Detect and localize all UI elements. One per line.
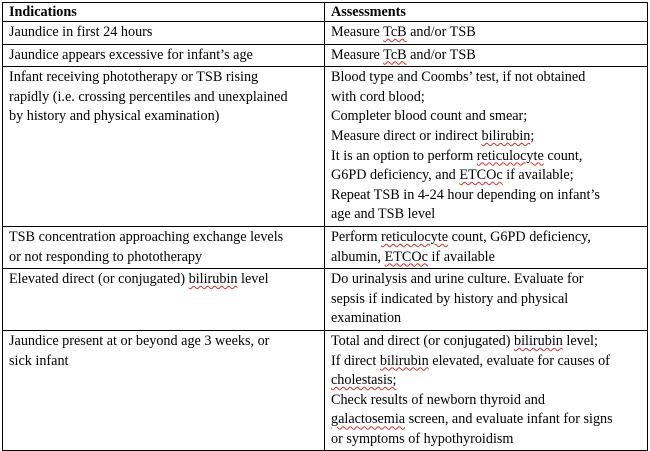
assessment-line <box>331 290 642 310</box>
document-table-container <box>2 2 647 451</box>
text-segment: Measure direct or indirect <box>331 127 482 144</box>
assessment-cell <box>325 330 648 451</box>
indication-cell <box>3 226 325 268</box>
text-segment: Do urinalysis and urine culture. Evaluate for <box>331 271 584 288</box>
assessment-line <box>331 352 642 372</box>
text-segment: examination <box>331 310 402 327</box>
assessment-line <box>331 186 642 206</box>
text-segment: ; <box>530 127 535 144</box>
text-segment: or symptoms of hypothyroidism <box>331 430 514 447</box>
spellcheck-flagged-word: ETCOc <box>384 248 428 265</box>
spellcheck-flagged-word: reticulocyte <box>476 147 544 164</box>
spellcheck-flagged-word: ETCOc <box>459 167 503 184</box>
assessment-line <box>331 430 642 450</box>
indication-line: Jaundice present at or beyond age 3 weeks, or <box>9 332 270 349</box>
table-row <box>3 22 648 45</box>
assessment-line <box>331 371 642 391</box>
spellcheck-flagged-word: bilirubin <box>513 332 563 349</box>
assessments-header: Assessments <box>325 3 648 22</box>
assessment-line <box>331 228 642 248</box>
assessment-line <box>331 205 642 225</box>
assessment-line <box>331 88 642 108</box>
assessment-line <box>331 166 642 186</box>
text-segment: level <box>237 271 269 288</box>
text-segment: if available <box>427 248 495 265</box>
assessment-cell <box>325 226 648 268</box>
spellcheck-flagged-word: bilirubin <box>481 127 531 144</box>
text-segment: Completer blood count and smear; <box>331 108 528 125</box>
text-segment: and/or TSB <box>406 24 476 40</box>
assessment-line <box>331 391 642 411</box>
text-segment: Check results of newborn thyroid and <box>331 391 545 408</box>
text-segment: Repeat TSB in 4-24 hour depending on infant’s <box>331 186 600 203</box>
indication-line: TSB concentration approaching exchange levels <box>9 228 284 245</box>
assessment-line <box>331 309 642 329</box>
text-segment: with cord blood; <box>331 88 425 105</box>
assessment-cell <box>325 44 648 67</box>
text-segment: Perform <box>331 228 382 245</box>
text-segment: level; <box>562 332 598 349</box>
text-segment: count, <box>543 147 583 164</box>
assessment-line <box>331 127 642 147</box>
indication-line: Jaundice in first 24 hours <box>9 24 153 40</box>
text-segment: elevated, evaluate for causes of <box>428 352 610 369</box>
spellcheck-flagged-word: cholestasis; <box>331 372 397 389</box>
text-segment: It is an option to perform <box>331 147 477 164</box>
spellcheck-flagged-word: bilirubin <box>188 271 238 288</box>
table-header-row <box>3 3 648 22</box>
indication-line: sick infant <box>9 352 69 369</box>
text-segment: and/or TSB <box>406 46 476 63</box>
assessment-line <box>331 107 642 127</box>
spellcheck-flagged-word: TcB <box>383 24 407 40</box>
assessment-line <box>331 410 642 430</box>
spellcheck-flagged-word: galactosemia <box>331 411 406 428</box>
spellcheck-flagged-word: reticulocyte <box>381 228 449 245</box>
indication-line: Jaundice appears excessive for infant’s age <box>9 46 253 63</box>
text-segment: Elevated direct (or conjugated) <box>9 271 189 288</box>
assessment-line <box>331 68 642 88</box>
text-segment: age and TSB level <box>331 206 436 223</box>
assessment-line <box>331 46 642 66</box>
indication-line: or not responding to phototherapy <box>9 248 203 265</box>
table-row <box>3 269 648 331</box>
spellcheck-flagged-word: TcB <box>383 46 407 63</box>
text-segment: Blood type and Coombs’ test, if not obtained <box>331 69 586 86</box>
indication-line: by history and physical examination) <box>9 108 220 125</box>
table-row <box>3 226 648 268</box>
indication-cell <box>3 67 325 227</box>
assessment-line <box>331 332 642 352</box>
table-row <box>3 330 648 451</box>
text-segment: sepsis if indicated by history and physical <box>331 290 569 307</box>
indication-line <box>9 270 319 290</box>
assessment-cell <box>325 67 648 227</box>
text-segment: Measure <box>331 46 384 63</box>
text-segment: G6PD deficiency, and <box>331 167 460 184</box>
indication-line: Infant receiving phototherapy or TSB rising <box>9 69 259 86</box>
indication-cell <box>3 22 325 45</box>
indication-cell <box>3 269 325 331</box>
text-segment: if available; <box>502 167 574 184</box>
indication-cell <box>3 330 325 451</box>
indications-header: Indications <box>3 3 325 22</box>
assessment-cell <box>325 22 648 45</box>
indication-line: rapidly (i.e. crossing percentiles and unexplained <box>9 88 288 105</box>
assessment-line <box>331 147 642 167</box>
spellcheck-flagged-word: bilirubin <box>379 352 429 369</box>
text-segment: albumin, <box>331 248 385 265</box>
table-row <box>3 67 648 227</box>
text-segment: count, G6PD deficiency, <box>448 228 591 245</box>
text-segment: If direct <box>331 352 380 369</box>
text-segment: screen, and evaluate infant for signs <box>405 411 613 428</box>
assessment-line <box>331 248 642 268</box>
assessment-line <box>331 23 642 43</box>
table-row <box>3 44 648 67</box>
indications-assessments-table <box>2 2 648 451</box>
text-segment: Total and direct (or conjugated) <box>331 332 514 349</box>
assessment-cell <box>325 269 648 331</box>
indication-cell <box>3 44 325 67</box>
table-body <box>3 22 648 451</box>
text-segment: Measure <box>331 24 384 40</box>
assessment-line <box>331 270 642 290</box>
